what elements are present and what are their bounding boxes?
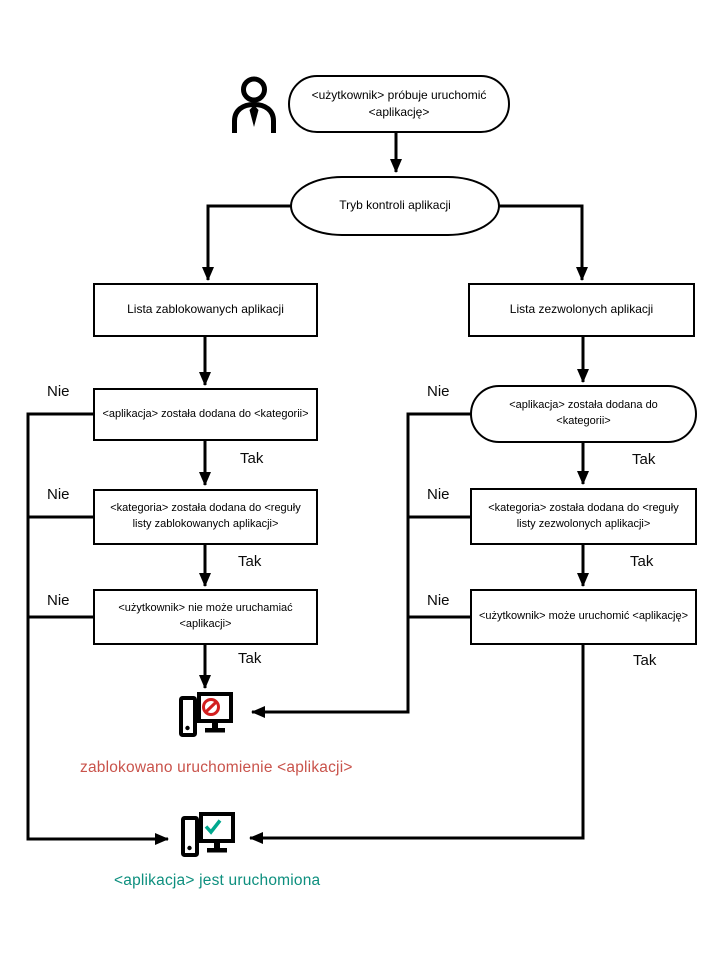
branch-label-yes: Tak: [238, 650, 262, 667]
node-allowed-list-label: Lista zezwolonych aplikacji: [509, 302, 654, 317]
running-outcome-caption: <aplikacja> jest uruchomiona: [114, 872, 321, 889]
node-allowed-list: [468, 283, 695, 337]
branch-label-yes: Tak: [240, 450, 264, 467]
branch-label-no: Nie: [427, 486, 450, 503]
node-app-added-to-category-left-label: <aplikacja> została dodana do <kategorii>: [102, 407, 309, 420]
node-user-can-run-label: <użytkownik> może uruchomić <aplikację>: [478, 610, 689, 623]
branch-label-no: Nie: [47, 592, 70, 609]
branch-label-no: Nie: [427, 592, 450, 609]
node-category-added-to-allowlist-rule: [470, 488, 697, 545]
node-user-attempts: [288, 75, 510, 133]
node-control-mode-label: Tryb kontroli aplikacji: [339, 198, 451, 213]
node-user-attempts-label: <użytkownik> próbuje uruchomić <aplikację>: [311, 87, 487, 119]
node-category-added-to-blocklist-rule-label: <kategoria> została dodana do <reguły listy zablokowanych aplikacji>: [110, 502, 301, 530]
node-control-mode: [290, 176, 500, 236]
blocked-outcome-caption: zablokowano uruchomienie <aplikacji>: [80, 759, 353, 776]
computer-blocked-icon: [179, 691, 233, 741]
check-icon: [206, 821, 220, 833]
node-user-can-run: [470, 589, 697, 645]
user-icon: [230, 76, 278, 134]
branch-label-no: Nie: [47, 383, 70, 400]
node-app-added-to-category-right-label: <aplikacja> została dodana do <kategorii>: [509, 399, 658, 427]
node-category-added-to-allowlist-rule-label: <kategoria> została dodana do <reguły listy zezwolonych aplikacji>: [488, 501, 679, 530]
conn-mode-to-blocked-list: [208, 206, 292, 280]
node-app-added-to-category-left: [93, 388, 318, 441]
computer-running-icon: [181, 811, 235, 861]
node-user-cannot-run-label: <użytkownik> nie może uruchamiać <aplikacji>: [118, 602, 293, 630]
node-app-added-to-category-right: [470, 385, 697, 443]
conn-right-nie-rail: [252, 414, 471, 712]
branch-label-yes: Tak: [630, 553, 654, 570]
node-category-added-to-blocklist-rule: [93, 489, 318, 545]
node-blocked-list-label: Lista zablokowanych aplikacji: [127, 302, 284, 317]
conn-usercan-tak-to-running-icon: [250, 645, 583, 838]
branch-label-yes: Tak: [633, 652, 657, 669]
branch-label-no: Nie: [427, 383, 450, 400]
conn-mode-to-allowed-list: [498, 206, 582, 280]
branch-label-yes: Tak: [632, 451, 656, 468]
node-user-cannot-run: [93, 589, 318, 645]
branch-label-no: Nie: [47, 486, 70, 503]
node-blocked-list: [93, 283, 318, 337]
prohibition-sign-icon: [204, 700, 219, 715]
branch-label-yes: Tak: [238, 553, 262, 570]
